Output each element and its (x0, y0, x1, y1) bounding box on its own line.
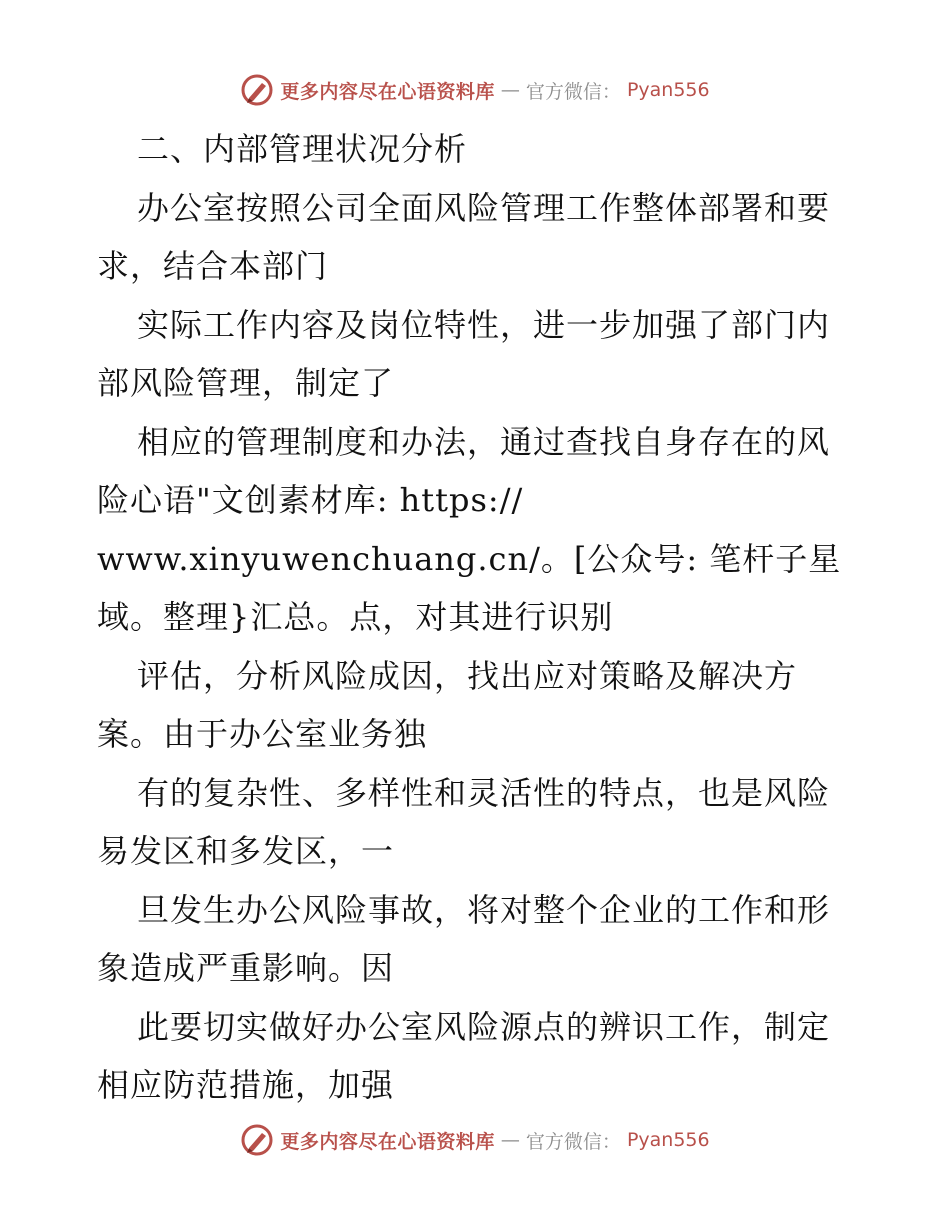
text-line: 象造成严重影响。因 (97, 949, 395, 987)
text-line: 求，结合本部门 (97, 247, 329, 285)
text-line: 办公室按照公司全面风险管理工作整体部署和要 (137, 188, 831, 227)
pen-logo-icon (240, 73, 274, 107)
text-line: 旦发生办公风险事故，将对整个企业的工作和形 (137, 890, 831, 929)
text-line: 易发区和多发区，一 (97, 832, 395, 870)
text-line: 相应防范措施，加强 (97, 1066, 395, 1104)
text-line: 此要切实做好办公室风险源点的辨识工作，制定 (137, 1007, 831, 1046)
watermark-site-text: 更多内容尽在心语资料库 (280, 1130, 495, 1153)
header-watermark (0, 70, 950, 110)
text-line: 域。整理}汇总。点，对其进行识别 (97, 598, 614, 636)
text-line: 评估，分析风险成因，找出应对策略及解决方 (137, 656, 798, 695)
document-body (97, 120, 857, 1115)
text-line: 有的复杂性、多样性和灵活性的特点，也是风险 (137, 773, 831, 812)
watermark-wechat-id: Pyan556 (626, 79, 710, 101)
watermark-separator: — (500, 79, 520, 101)
watermark-site-text: 更多内容尽在心语资料库 (280, 80, 495, 103)
pen-logo-icon (240, 1123, 274, 1157)
watermark-official-label: 官方微信： (525, 80, 621, 103)
text-line: www.xinyuwenchuang.cn/。[公众号: 笔杆子星 (97, 539, 842, 578)
text-line: 案。由于办公室业务独 (97, 715, 428, 753)
watermark-wechat-id: Pyan556 (626, 1129, 710, 1151)
text-line: 险心语"文创素材库: https:// (97, 481, 524, 519)
text-line: 部风险管理，制定了 (97, 364, 395, 402)
text-line: 二、内部管理状况分析 (137, 130, 468, 168)
watermark-separator: — (500, 1129, 520, 1151)
watermark-official-label: 官方微信： (525, 1130, 621, 1153)
footer-watermark (0, 1120, 950, 1160)
text-line: 实际工作内容及岗位特性，进一步加强了部门内 (137, 305, 831, 344)
text-line: 相应的管理制度和办法，通过查找自身存在的风 (137, 422, 831, 461)
